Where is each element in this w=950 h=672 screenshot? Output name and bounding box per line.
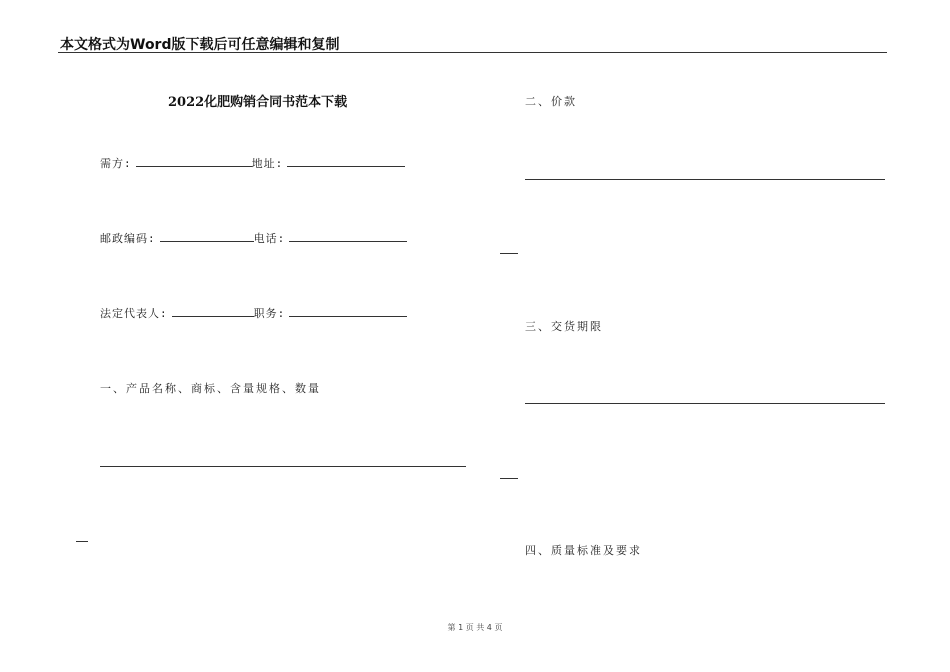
address-label: 地址: [251, 157, 284, 170]
position-blank[interactable] [289, 306, 407, 317]
section-3-short-line [500, 478, 518, 479]
section-3-heading: 三、交货期限 [525, 320, 603, 333]
position-label: 职务: [253, 307, 286, 320]
section-2-short-line [500, 253, 518, 254]
section-4-heading: 四、质量标准及要求 [525, 544, 642, 557]
phone-label: 电话: [253, 232, 286, 245]
legal-rep-label: 法定代表人: [100, 307, 168, 320]
phone-blank[interactable] [289, 231, 407, 242]
buyer-address-row [100, 155, 405, 171]
legal-rep-position-row [100, 305, 407, 321]
section-1-short-line [76, 541, 88, 542]
section-1-heading: 一、产品名称、商标、含量规格、数量 [100, 382, 321, 395]
header-divider [58, 52, 887, 53]
document-header-title: 本文格式为Word版下载后可任意编辑和复制 [60, 37, 340, 53]
section-1-fill-line [100, 466, 466, 467]
section-2-heading: 二、价款 [525, 95, 577, 108]
postcode-phone-row [100, 230, 407, 246]
section-3-fill-line [525, 403, 885, 404]
address-blank[interactable] [287, 156, 405, 167]
buyer-label: 需方: [100, 157, 132, 170]
page-footer: 第 1 页 共 4 页 [447, 623, 503, 632]
section-2-fill-line [525, 179, 885, 180]
postcode-blank[interactable] [160, 231, 254, 242]
buyer-blank[interactable] [136, 156, 252, 167]
legal-rep-blank[interactable] [172, 306, 254, 317]
postcode-label: 邮政编码: [100, 232, 156, 245]
contract-title: 2022化肥购销合同书范本下载 [168, 95, 348, 110]
